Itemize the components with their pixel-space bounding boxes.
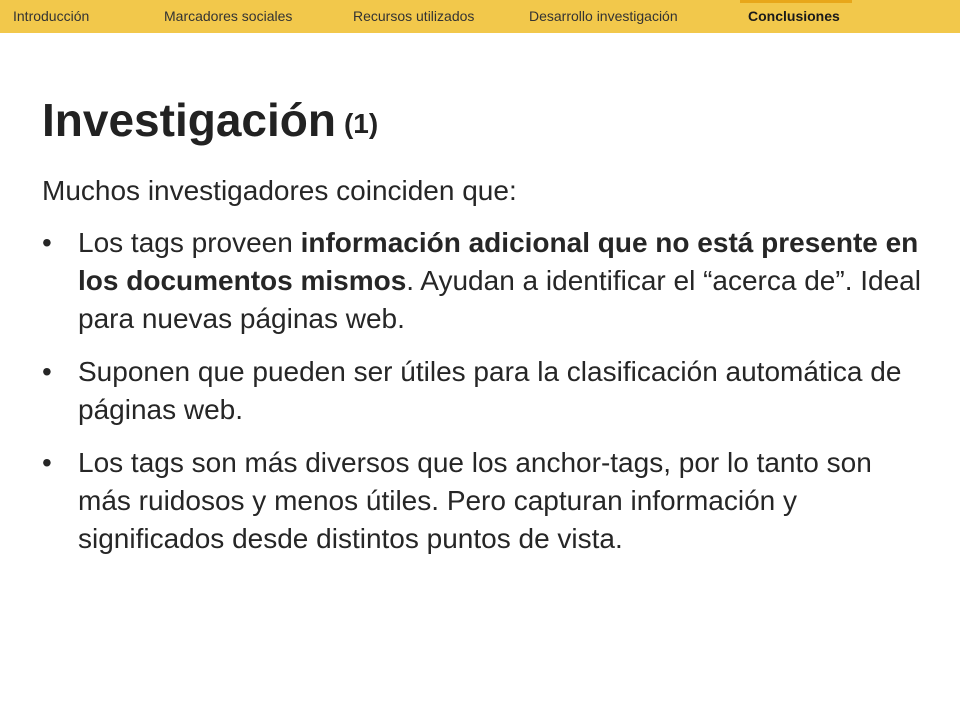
- bullet-text: Suponen que pueden ser útiles para la clasificación automática de páginas web.: [78, 356, 902, 425]
- bullet-emphasis: información adicional que no está presente en los documentos mismos: [78, 227, 919, 296]
- bullet-item: [42, 353, 922, 429]
- bullet-text: Los tags proveen: [78, 227, 301, 258]
- nav-item-introduccion[interactable]: Introducción: [13, 8, 90, 24]
- bullet-list: [42, 224, 922, 558]
- slide-body: [42, 172, 922, 573]
- intro-text: Muchos investigadores coinciden que:: [42, 175, 517, 206]
- nav-item-marcadores-sociales[interactable]: Marcadores sociales: [164, 8, 293, 24]
- nav-item-recursos-utilizados[interactable]: Recursos utilizados: [353, 8, 475, 24]
- nav-item-desarrollo-investigacion[interactable]: Desarrollo investigación: [529, 8, 678, 24]
- bullet-item: [42, 224, 922, 338]
- slide-navigation-bar: [0, 0, 960, 33]
- nav-item-conclusiones[interactable]: Conclusiones: [748, 0, 840, 33]
- bullet-item: [42, 444, 922, 558]
- slide-title-text: Investigación: [42, 94, 336, 146]
- bullet-text: . Ayudan a identificar el “acerca de”. Ideal para nuevas páginas web.: [78, 265, 921, 334]
- slide-title: [42, 92, 378, 152]
- slide-title-number: (1): [343, 108, 379, 139]
- bullet-text: Los tags son más diversos que los anchor-tags, por lo tanto son más ruidosos y menos útiles. Pero capturan información y significados desde distintos puntos de vista.: [78, 447, 872, 554]
